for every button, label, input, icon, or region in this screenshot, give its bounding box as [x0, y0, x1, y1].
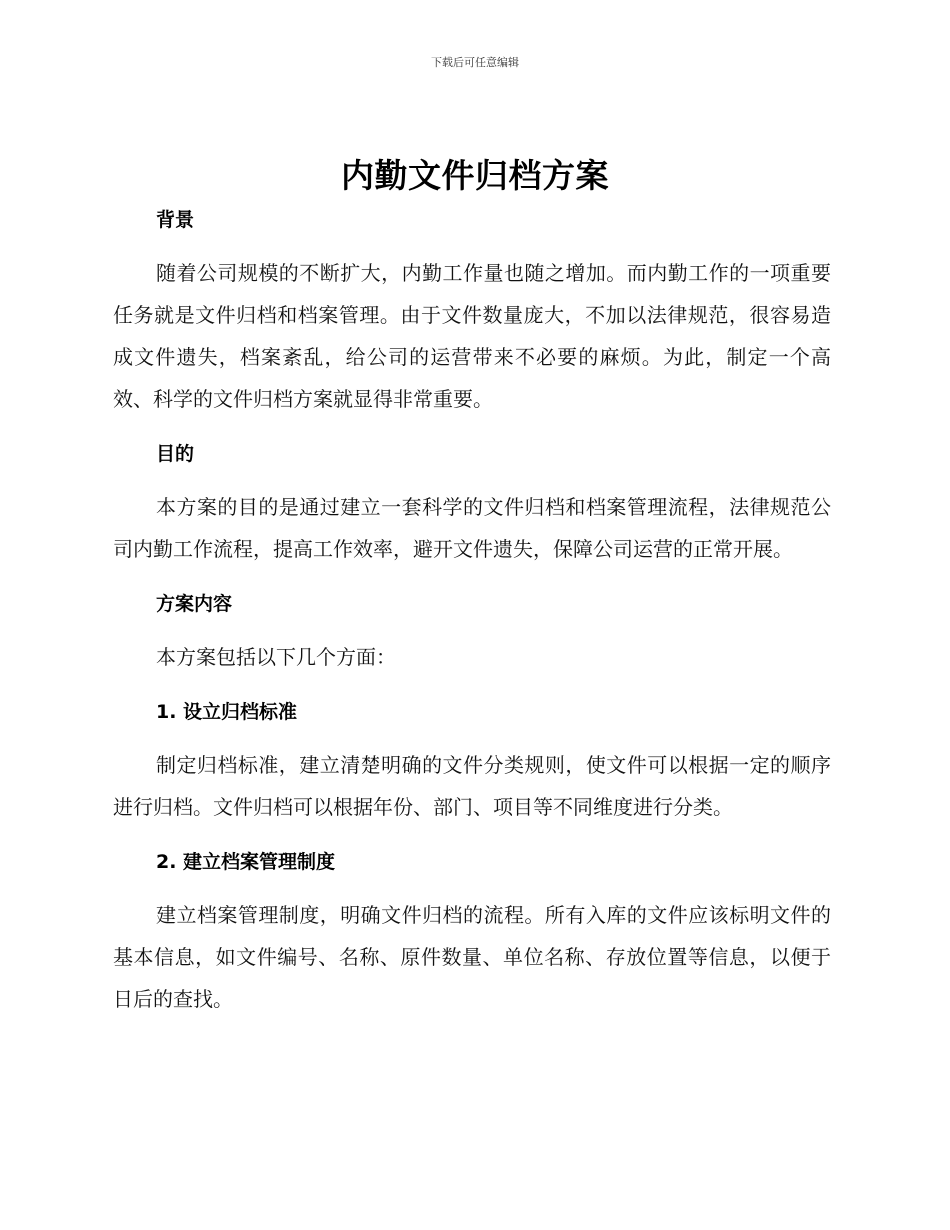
item1-heading: 1. 设立归档标准: [156, 701, 298, 723]
document-title: 内勤文件归档方案: [341, 156, 609, 195]
item2-paragraph: 建立档案管理制度，明确文件归档的流程。所有入库的文件应该标明文件的基本信息，如文件编号、名称、原件数量、单位名称、存放位置等信息，以便于日后的查找。: [113, 903, 831, 1011]
document-body: [113, 200, 831, 1020]
background-heading: 背景: [156, 209, 195, 231]
purpose-heading: 目的: [156, 443, 195, 465]
item1-paragraph: 制定归档标准，建立清楚明确的文件分类规则，使文件可以根据一定的顺序进行归档。文件归档可以根据年份、部门、项目等不同维度进行分类。: [113, 753, 831, 819]
header-note: 下载后可任意编辑: [431, 56, 519, 69]
content-heading: 方案内容: [156, 593, 233, 615]
background-paragraph: 随着公司规模的不断扩大，内勤工作量也随之增加。而内勤工作的一项重要任务就是文件归档和档案管理。由于文件数量庞大，不加以法律规范，很容易造成文件遗失，档案紊乱，给公司的运营带来不必要的麻烦。为此，制定一个高效、科学的文件归档方案就显得非常重要。: [113, 261, 831, 411]
content-intro-paragraph: 本方案包括以下几个方面：: [156, 645, 396, 669]
purpose-paragraph: 本方案的目的是通过建立一套科学的文件归档和档案管理流程，法律规范公司内勤工作流程，提高工作效率，避开文件遗失，保障公司运营的正常开展。: [113, 495, 831, 561]
item2-heading: 2. 建立档案管理制度: [156, 851, 336, 873]
